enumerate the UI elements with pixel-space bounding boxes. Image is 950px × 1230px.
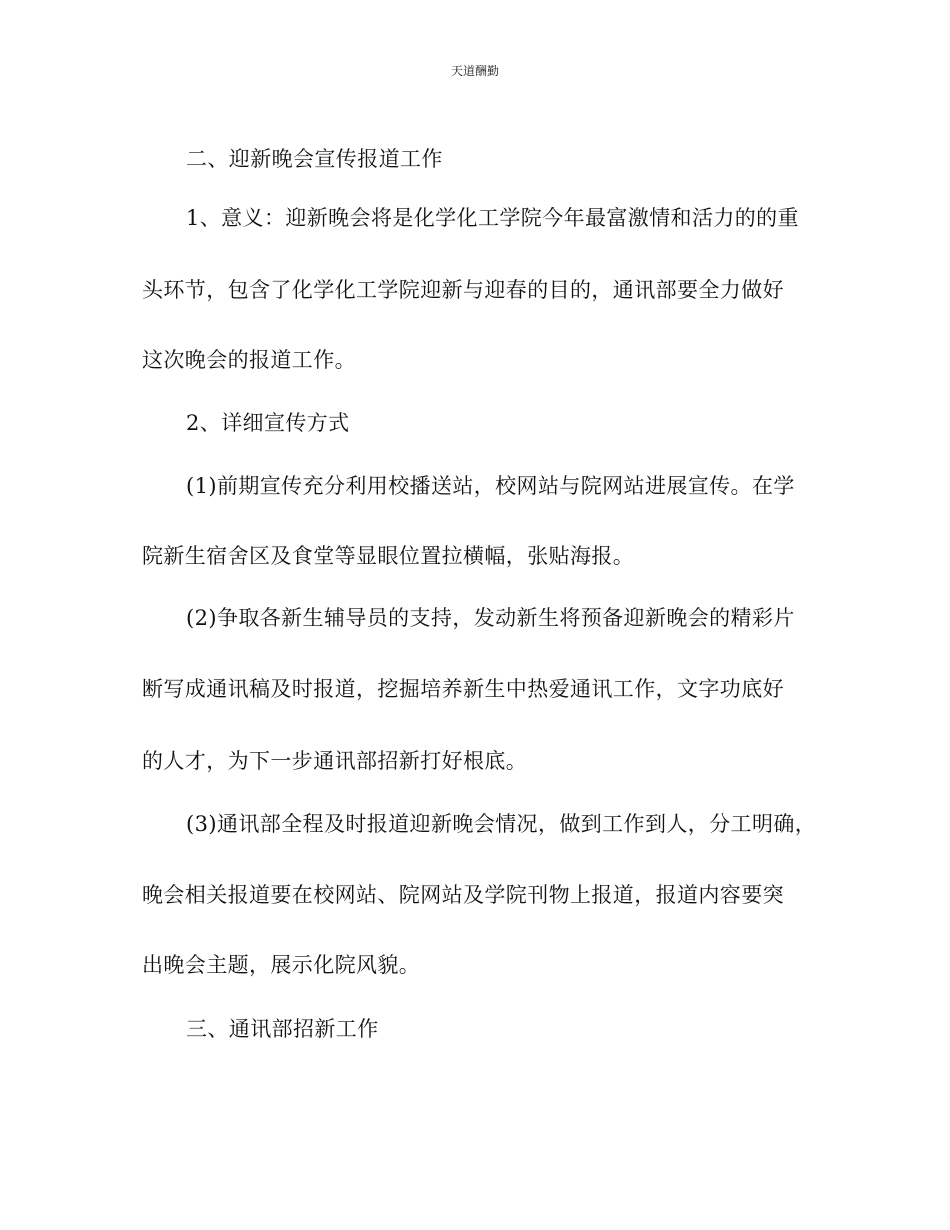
paragraph-line: (3)通讯部全程及时报道迎新晚会情况，做到工作到人，分工明确， <box>186 812 817 836</box>
section-heading: 二、迎新晚会宣传报道工作 <box>186 147 443 171</box>
paragraph-line: 出晚会主题，展示化院风貌。 <box>142 953 421 977</box>
page-header: 天道酬勤 <box>450 64 499 78</box>
paragraph-line: 头环节，包含了化学化工学院迎新与迎春的目的，通讯部要全力做好 <box>142 278 784 302</box>
paragraph-line: 1、意义：迎新晚会将是化学化工学院今年最富激情和活力的的重 <box>186 206 799 230</box>
paragraph-line: (1)前期宣传充分利用校播送站，校网站与院网站进展宣传。在学 <box>186 474 795 498</box>
subsection-heading: 2、详细宣传方式 <box>186 411 350 435</box>
paragraph-line: 晚会相关报道要在校网站、院网站及学院刊物上报道，报道内容要突 <box>142 883 784 907</box>
paragraph-line: 院新生宿舍区及食堂等显眼位置拉横幅，张贴海报。 <box>142 544 635 568</box>
paragraph-line: 的人才，为下一步通讯部招新打好根底。 <box>142 749 528 773</box>
paragraph-line: 这次晚会的报道工作。 <box>142 348 356 372</box>
paragraph-line: 断写成通讯稿及时报道，挖掘培养新生中热爱通讯工作，文字功底好 <box>142 677 784 701</box>
section-heading: 三、通讯部招新工作 <box>186 1017 379 1041</box>
paragraph-line: (2)争取各新生辅导员的支持，发动新生将预备迎新晚会的精彩片 <box>186 606 795 630</box>
